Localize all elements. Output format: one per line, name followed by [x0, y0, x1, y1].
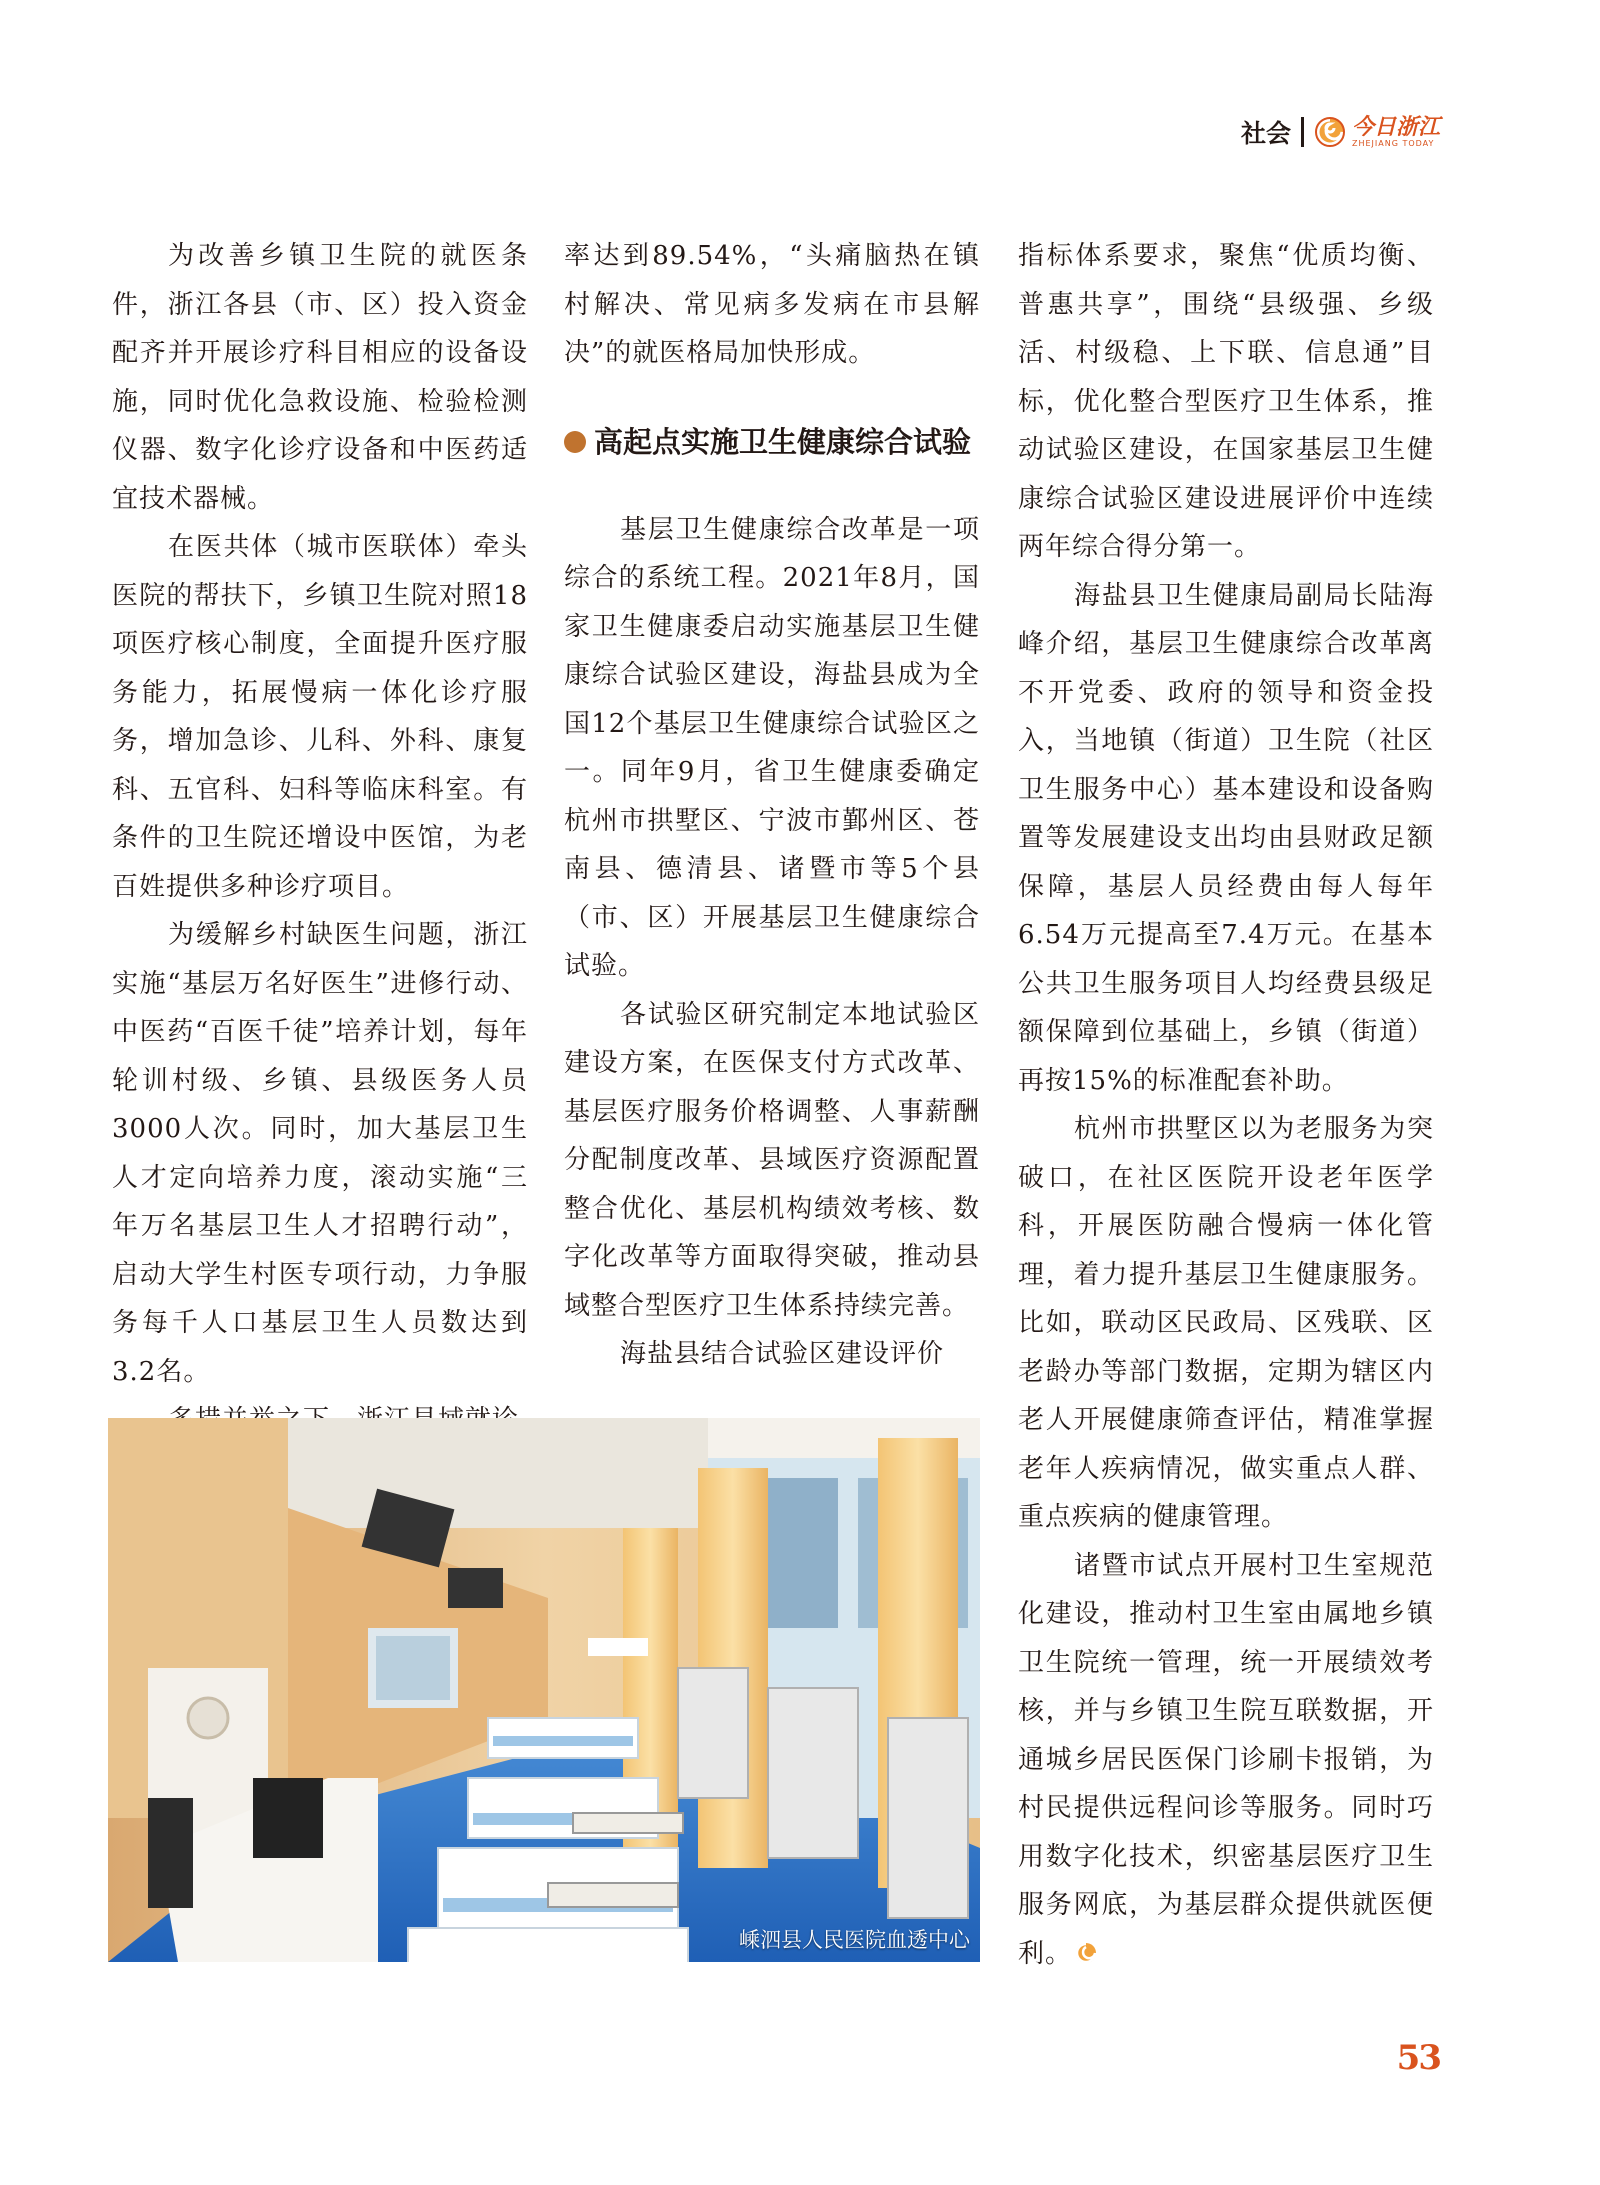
photo-illustration	[108, 1418, 980, 1962]
page-number: 53	[1396, 2038, 1440, 2078]
article-column-1	[112, 232, 528, 1445]
hospital-ward-photo	[108, 1418, 980, 1962]
photo-caption: 嵊泗县人民医院血透中心	[739, 1928, 970, 1952]
logo-swirl-icon	[1314, 116, 1346, 148]
paragraph-text: 诸暨市试点开展村卫生室规范化建设，推动村卫生室由属地乡镇卫生院统一管理，统一开展绩效考核，并与乡镇卫生院互联数据，开通城乡居民医保门诊刷卡报销，为村民提供远程问诊等服务。同时巧用数字化技术，织密基层医疗卫生服务网底，为基层群众提供就医便利。	[1018, 1550, 1434, 1969]
paragraph	[1018, 1542, 1434, 1979]
logo-text-cn: 今日浙江	[1351, 114, 1440, 140]
paragraph: 基层卫生健康综合改革是一项综合的系统工程。2021年8月，国家卫生健康委启动实施基层卫生健康综合试验区建设，海盐县成为全国12个基层卫生健康综合试验区之一。同年9月，省卫生健康委确定杭州市拱墅区、宁波市鄞州区、苍南县、德清县、诸暨市等5个县（市、区）开展基层卫生健康综合试验。	[564, 514, 980, 981]
magazine-logo	[1314, 116, 1440, 148]
paragraph: 在医共体（城市医联体）牵头医院的帮扶下，乡镇卫生院对照18项医疗核心制度，全面提升医疗服务能力，拓展慢病一体化诊疗服务，增加急诊、儿科、外科、康复科、五官科、妇科等临床科室。有条件的卫生院还增设中医馆，为老百姓提供多种诊疗项目。	[112, 532, 528, 902]
bullet-dot-icon	[564, 431, 586, 453]
article-column-3	[1018, 232, 1434, 1978]
paragraph: 指标体系要求，聚焦“优质均衡、普惠共享”，围绕“县级强、乡级活、村级稳、上下联、信息通”目标，优化整合型医疗卫生体系，推动试验区建设，在国家基层卫生健康综合试验区建设进展评价中连续两年综合得分第一。	[1018, 241, 1434, 562]
paragraph: 为改善乡镇卫生院的就医条件，浙江各县（市、区）投入资金配齐并开展诊疗科目相应的设备设施，同时优化急救设施、检验检测仪器、数字化诊疗设备和中医药适宜技术器械。	[112, 241, 528, 514]
section-heading	[564, 418, 980, 466]
paragraph: 杭州市拱墅区以为老服务为突破口，在社区医院开设老年医学科，开展医防融合慢病一体化管理，着力提升基层卫生健康服务。比如，联动区民政局、区残联、区老龄办等部门数据，定期为辖区内老人开展健康筛查评估，精准掌握老年人疾病情况，做实重点人群、重点疾病的健康管理。	[1018, 1114, 1434, 1532]
section-name: 社会	[1240, 119, 1291, 148]
paragraph: 为缓解乡村缺医生问题，浙江实施“基层万名好医生”进修行动、中医药“百医千徒”培养计划，每年轮训村级、乡镇、县级医务人员3000人次。同时，加大基层卫生人才定向培养力度，滚动实施“三年万名基层卫生人才招聘行动”，启动大学生村医专项行动，力争服务每千人口基层卫生人员数达到3.2名。	[112, 920, 528, 1387]
section-heading-text: 高起点实施卫生健康综合试验	[594, 424, 972, 459]
page-header	[1241, 112, 1440, 152]
paragraph: 率达到89.54%，“头痛脑热在镇村解决、常见病多发病在市县解决”的就医格局加快形成。	[564, 241, 980, 368]
article-column-2	[564, 232, 980, 1379]
header-divider	[1301, 117, 1304, 147]
paragraph: 海盐县卫生健康局副局长陆海峰介绍，基层卫生健康综合改革离不开党委、政府的领导和资金投入，当地镇（街道）卫生院（社区卫生服务中心）基本建设和设备购置等发展建设支出均由县财政足额保障，基层人员经费由每人每年6.54万元提高至7.4万元。在基本公共卫生服务项目人均经费县级足额保障到位基础上，乡镇（街道）再按15%的标准配套补助。	[1018, 580, 1434, 1096]
logo-text-en: ZHEJIANG TODAY	[1351, 139, 1435, 148]
paragraph: 各试验区研究制定本地试验区建设方案，在医保支付方式改革、基层医疗服务价格调整、人事薪酬分配制度改革、县域医疗资源配置整合优化、基层机构绩效考核、数字化改革等方面取得突破，推动县域整合型医疗卫生体系持续完善。	[564, 999, 980, 1321]
paragraph: 海盐县结合试验区建设评价	[620, 1339, 945, 1369]
article-end-icon	[1074, 1941, 1098, 1965]
